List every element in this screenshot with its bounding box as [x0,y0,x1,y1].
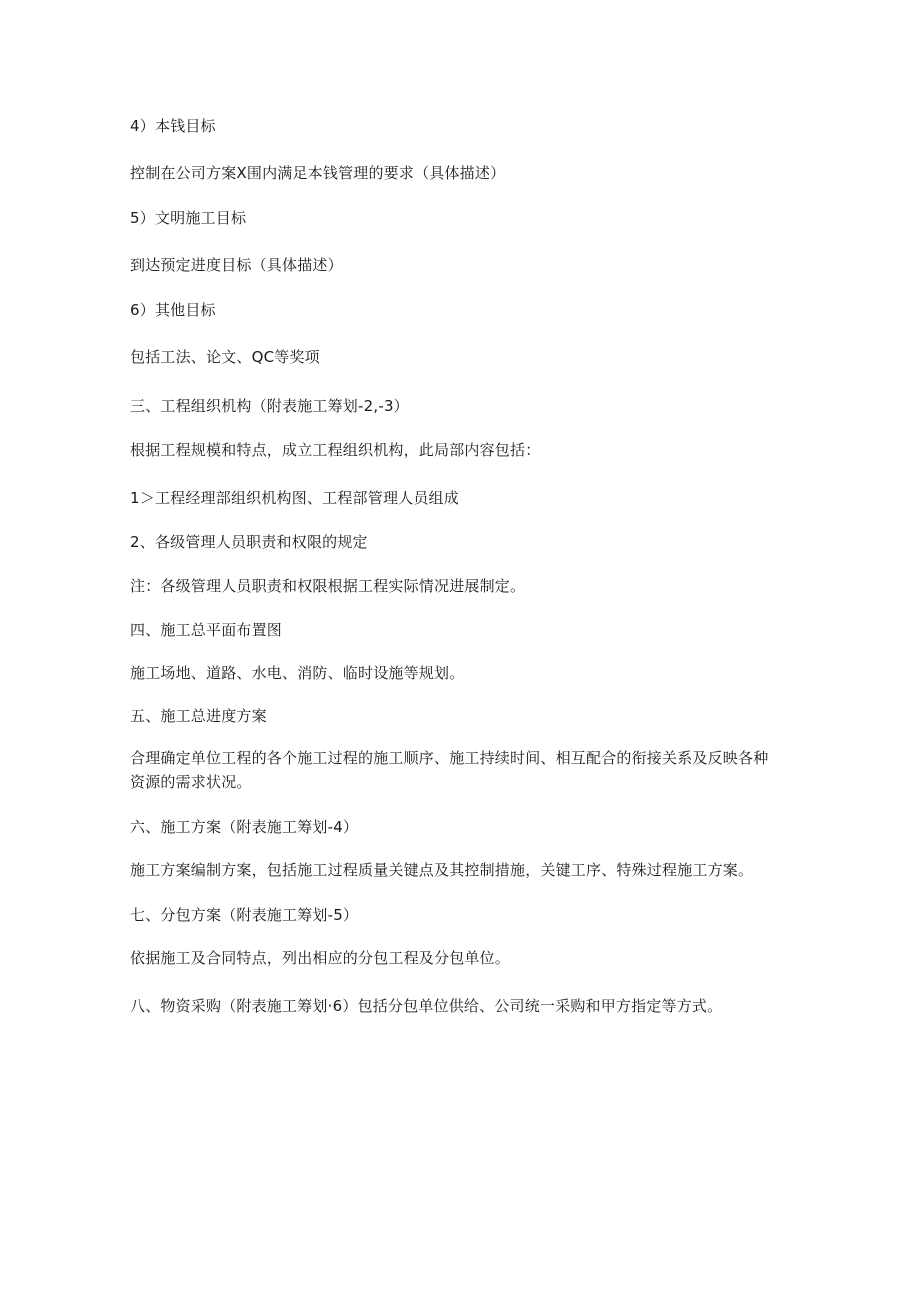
list-item-organization-chart: 1＞工程经理部组织机构图、工程部管理人员组成 [130,489,459,507]
section-heading-subcontract-plan: 七、分包方案（附表施工筹划-5） [130,906,359,924]
heading-cost-target: 4）本钱目标 [130,117,216,135]
section-heading-construction-plan: 六、施工方案（附表施工筹划-4） [130,818,359,836]
paragraph-construction-plan: 施工方案编制方案，包括施工过程质量关键点及其控制措施，关键工序、特殊过程施工方案。 [130,861,754,879]
section-heading-organization: 三、工程组织机构（附表施工筹划-2,-3） [130,397,409,415]
paragraph-subcontract-plan: 依据施工及合同特点，列出相应的分包工程及分包单位。 [130,949,511,967]
heading-civilized-construction-target: 5）文明施工目标 [130,209,247,227]
section-heading-schedule-plan: 五、施工总进度方案 [130,707,267,725]
section-heading-procurement: 八、物资采购（附表施工筹划·6）包括分包单位供给、公司统一采购和甲方指定等方式。 [130,997,723,1015]
section-heading-site-layout: 四、施工总平面布置图 [130,621,283,639]
paragraph-cost-target: 控制在公司方案X围内满足本钱管理的要求（具体描述） [130,164,506,182]
paragraph-site-layout: 施工场地、道路、水电、消防、临时设施等规划。 [130,664,465,682]
list-item-responsibilities: 2、各级管理人员职责和权限的规定 [130,533,368,551]
paragraph-schedule-plan: 合理确定单位工程的各个施工过程的施工顺序、施工持续时间、相互配合的衔接关系及反映各种资源的需求状况。 [130,749,769,791]
paragraph-other-targets: 包括工法、论文、QC等奖项 [130,348,320,366]
paragraph-civilized-construction-target: 到达预定进度目标（具体描述） [130,256,343,274]
heading-other-targets: 6）其他目标 [130,301,216,319]
paragraph-organization: 根据工程规模和特点，成立工程组织机构，此局部内容包括： [130,441,541,459]
note-responsibilities: 注：各级管理人员职责和权限根据工程实际情况进展制定。 [130,577,526,595]
